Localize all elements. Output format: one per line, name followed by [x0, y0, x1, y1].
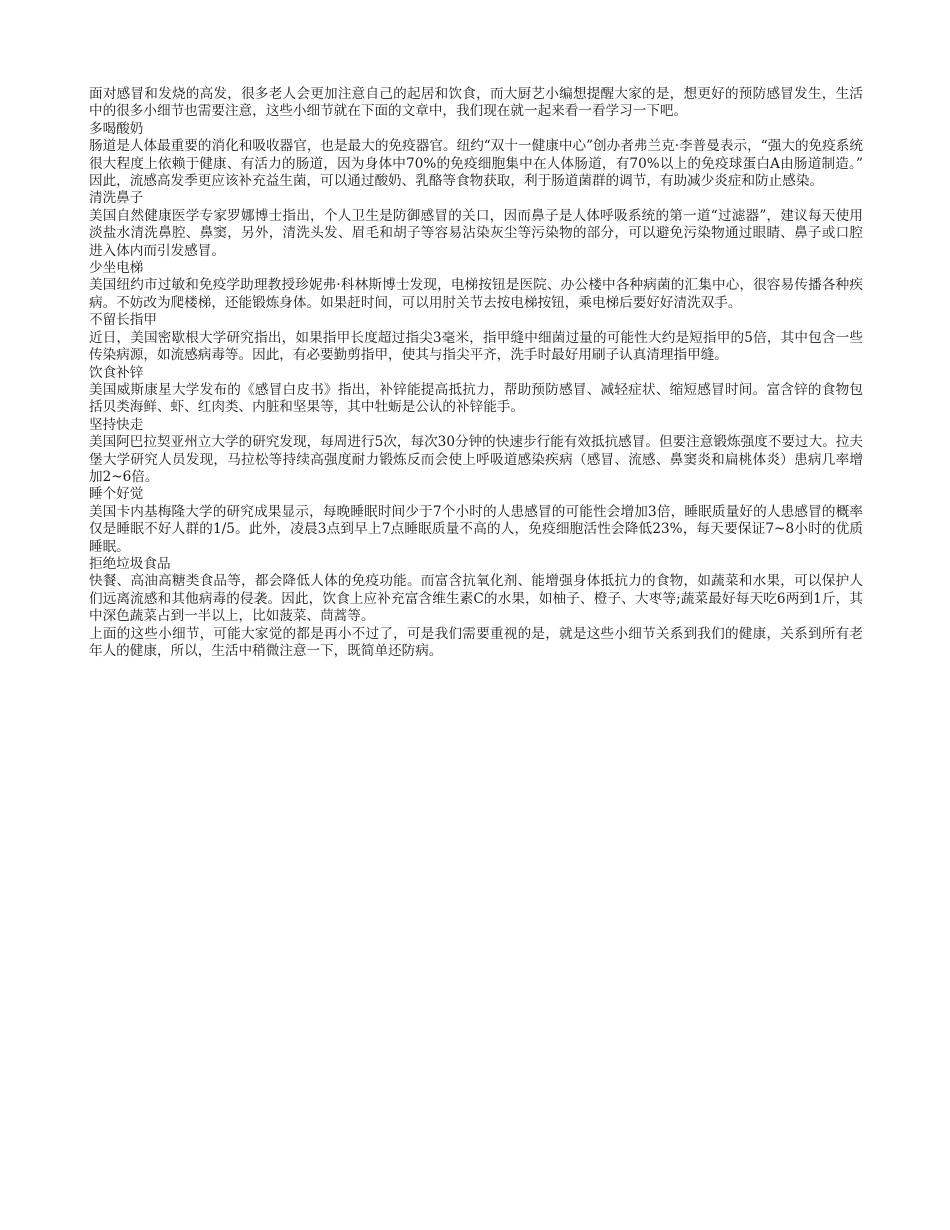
section-heading-zinc: 饮食补锌	[89, 364, 144, 381]
document-page	[89, 86, 863, 660]
section-heading-nose: 清洗鼻子	[89, 190, 144, 207]
section-body-yogurt: 肠道是人体最重要的消化和吸收器官，也是最大的免疫器官。纽约“双十一健康中心”创办者弗兰克·李普曼表示，“强大的免疫系统很大程度上依赖于健康、有活力的肠道，因为身体中70%的免疫细胞集中在人体肠道，有70%以上的免疫球蛋白A由肠道制造。”因此，流感高发季更应该补充益生菌，可以通过酸奶、乳酪等食物获取，利于肠道菌群的调节，有助减少炎症和防止感染。	[89, 138, 863, 190]
section-heading-junk-food: 拒绝垃圾食品	[89, 555, 171, 572]
section-body-zinc: 美国威斯康星大学发布的《感冒白皮书》指出，补锌能提高抵抗力，帮助预防感冒、减轻症状、缩短感冒时间。富含锌的食物包括贝类海鲜、虾、红肉类、内脏和坚果等，其中牡蛎是公认的补锌能手。	[89, 381, 863, 416]
section-body-sleep: 美国卡内基梅隆大学的研究成果显示，每晚睡眠时间少于7个小时的人患感冒的可能性会增加3倍，睡眠质量好的人患感冒的概率仅是睡眠不好人群的1/5。此外，凌晨3点到早上7点睡眠质量不高的人，免疫细胞活性会降低23%，每天要保证7~8小时的优质睡眠。	[89, 503, 863, 555]
section-heading-elevator: 少坐电梯	[89, 260, 144, 277]
conclusion-paragraph: 上面的这些小细节，可能大家觉的都是再小不过了，可是我们需要重视的是，就是这些小细节关系到我们的健康，关系到所有老年人的健康，所以，生活中稍微注意一下，既简单还防病。	[89, 625, 863, 659]
section-heading-walking: 坚持快走	[89, 416, 144, 433]
section-heading-nails: 不留长指甲	[89, 312, 157, 329]
section-body-nose: 美国自然健康医学专家罗娜博士指出，个人卫生是防御感冒的关口，因而鼻子是人体呼吸系统的第一道“过滤器”，建议每天使用淡盐水清洗鼻腔、鼻窦，另外，清洗头发、眉毛和胡子等容易沾染灰尘等污染物的部分，可以避免污染物通过眼睛、鼻子或口腔进入体内而引发感冒。	[89, 207, 863, 259]
section-body-junk-food: 快餐、高油高糖类食品等，都会降低人体的免疫功能。而富含抗氧化剂、能增强身体抵抗力的食物，如蔬菜和水果，可以保护人们远离流感和其他病毒的侵袭。因此，饮食上应补充富含维生素C的水果，如柚子、橙子、大枣等;蔬菜最好每天吃6两到1斤，其中深色蔬菜占到一半以上，比如菠菜、茼蒿等。	[89, 573, 863, 625]
intro-paragraph: 面对感冒和发烧的高发，很多老人会更加注意自己的起居和饮食，而大厨艺小编想提醒大家的是，想更好的预防感冒发生，生活中的很多小细节也需要注意，这些小细节就在下面的文章中，我们现在就一起来看一看学习一下吧。	[89, 86, 863, 120]
section-body-nails: 近日，美国密歇根大学研究指出，如果指甲长度超过指尖3毫米，指甲缝中细菌过量的可能性大约是短指甲的5倍，其中包含一些传染病源，如流感病毒等。因此，有必要勤剪指甲，使其与指尖平齐，洗手时最好用刷子认真清理指甲缝。	[89, 329, 863, 364]
section-heading-yogurt: 多喝酸奶	[89, 120, 144, 137]
section-heading-sleep: 睡个好觉	[89, 486, 144, 503]
section-body-walking: 美国阿巴拉契亚州立大学的研究发现，每周进行5次，每次30分钟的快速步行能有效抵抗感冒。但要注意锻炼强度不要过大。拉夫堡大学研究人员发现，马拉松等持续高强度耐力锻炼反而会使上呼吸道感染疾病（感冒、流感、鼻窦炎和扁桃体炎）患病几率增加2~6倍。	[89, 434, 863, 485]
section-body-elevator: 美国纽约市过敏和免疫学助理教授珍妮弗·科林斯博士发现，电梯按钮是医院、办公楼中各种病菌的汇集中心，很容易传播各种疾病。不妨改为爬楼梯，还能锻炼身体。如果赶时间，可以用肘关节去按电梯按钮，乘电梯后要好好清洗双手。	[89, 277, 863, 311]
